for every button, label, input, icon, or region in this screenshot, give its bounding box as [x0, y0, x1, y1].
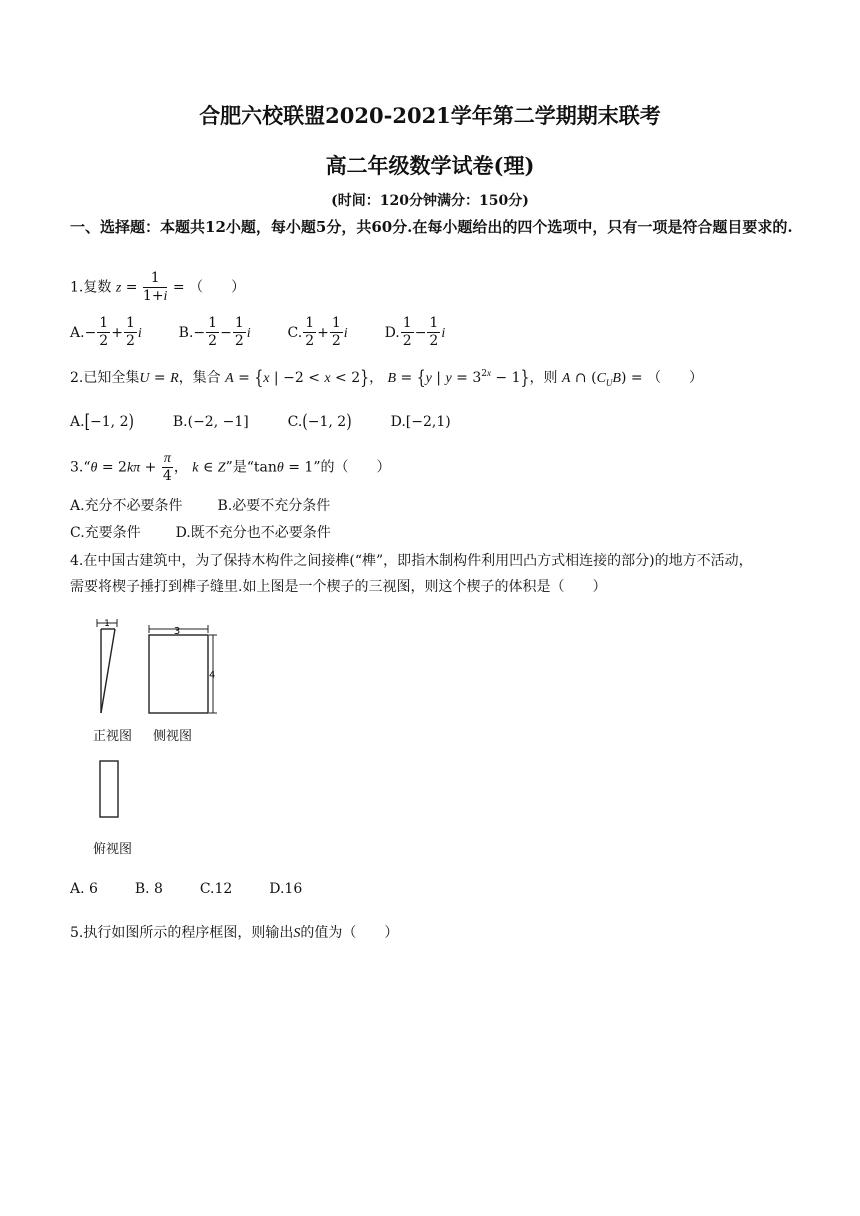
exam-time: (时间：120分钟满分：150分) [331, 193, 529, 209]
question-5-stem: 5.执行如图所示的程序框图，则输出S的值为（ ） [70, 925, 399, 941]
question-4-line2: 需要将楔子捶打到榫子缝里.如上图是一个楔子的三视图，则这个楔子的体积是（ ） [70, 579, 607, 595]
question-2-options [70, 411, 451, 433]
q3-option-a: A.充分不必要条件 [70, 498, 183, 514]
q2-option-c: C.(−1, 2) [287, 411, 352, 433]
question-4-line1: 4.在中国古建筑中，为了保持木构件之间接榫(“榫”，即指木制构件利用凹凸方式相连接的部分)的地方不活动， [70, 553, 753, 569]
side-view-label: 侧视图 [153, 729, 193, 744]
section-heading: 一、选择题：本题共12小题，每小题5分，共60分.在每小题给出的四个选项中，只有一项是符合题目要求的. [70, 218, 793, 236]
question-3-stem: 3.“θ = 2kπ + $\frac{\pi}{4}$ ， k ∈ Z”是“tanθ = 1”的（ ） [70, 451, 391, 484]
exam-subtitle: 高二年级数学试卷(理) [325, 153, 535, 178]
front-view [97, 619, 117, 713]
question-1-stem: 1.复数 z = $\frac{1}{1+i}$ = （ ） [70, 270, 246, 304]
side-height-label: 4 [209, 670, 216, 681]
q1-option-c: C. $\frac{1}{2}$ + $\frac{1}{2}$ i [287, 315, 348, 349]
side-width-label: 3 [173, 626, 181, 637]
q4-option-a: A. 6 [70, 881, 98, 897]
question-2-stem: 2.已知全集U = R，集合 A = {x | −2 < x < 2}， B = {y | $y = 3^{2x} - 1$}，则 A ∩ $(C_UB)$ = （ ） [70, 367, 704, 389]
top-view-label: 俯视图 [93, 842, 133, 857]
q4-option-d: D.16 [269, 881, 303, 897]
q2-option-d: D.[−2,1) [390, 414, 451, 430]
q2-option-a: A.[−1, 2) [70, 411, 134, 433]
question-3-options-row1 [70, 495, 330, 515]
question-4-options [70, 881, 302, 897]
q3-option-b: B.必要不充分条件 [217, 498, 331, 514]
wedge-three-view-figure [85, 615, 235, 825]
exam-title: 合肥六校联盟2020-2021学年第二学期期末联考 [199, 103, 661, 128]
question-3-options-row2 [70, 522, 331, 542]
front-dim-label: 1 [104, 619, 110, 629]
front-view-label: 正视图 [93, 729, 133, 744]
q4-option-c: C.12 [199, 881, 233, 897]
q4-option-b: B. 8 [134, 881, 163, 897]
top-view [100, 761, 118, 817]
question-1-options [70, 315, 445, 350]
q3-option-d: D.既不充分也不必要条件 [175, 525, 331, 541]
q1-option-b: B.− $\frac{1}{2}$ − $\frac{1}{2}$ i [178, 315, 251, 349]
q1-option-a: A.− $\frac{1}{2}$ + $\frac{1}{2}$ i [70, 315, 142, 349]
q1-option-d: D. $\frac{1}{2}$ − $\frac{1}{2}$ i [384, 315, 446, 349]
side-view [149, 625, 217, 713]
q3-option-c: C.充要条件 [70, 525, 141, 541]
q2-option-b: B.(−2, −1] [172, 414, 249, 430]
